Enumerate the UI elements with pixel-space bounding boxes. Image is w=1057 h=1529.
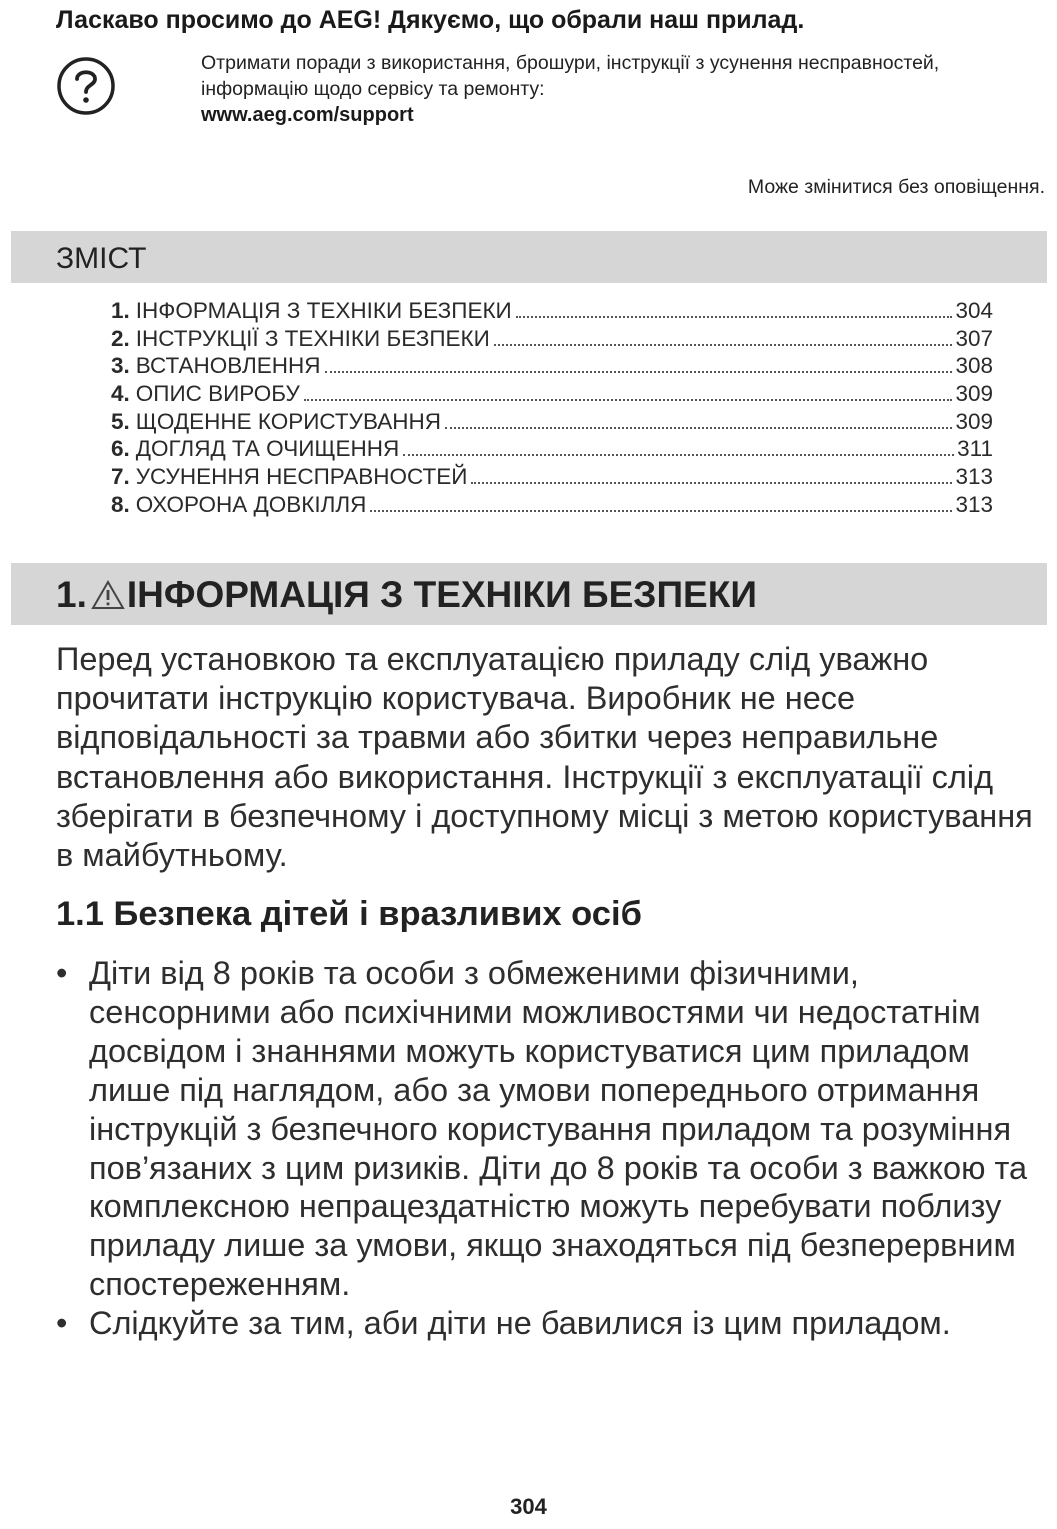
safety-bullet-list bbox=[56, 954, 1046, 1343]
toc-item-label: ДОГЛЯД ТА ОЧИЩЕННЯ bbox=[135, 436, 400, 462]
subsection-title: 1.1 Безпека дітей і вразливих осіб bbox=[56, 895, 642, 933]
welcome-heading: Ласкаво просимо до AEG! Дякуємо, що обрали наш прилад. bbox=[56, 6, 805, 34]
toc-leader-dots bbox=[471, 482, 952, 484]
toc-leader-dots bbox=[494, 344, 953, 346]
toc-item-page: 304 bbox=[955, 298, 993, 323]
toc-item[interactable] bbox=[111, 326, 993, 354]
toc-item[interactable] bbox=[111, 298, 993, 326]
toc-item-number: 8. bbox=[111, 491, 130, 517]
toc-leader-dots bbox=[325, 371, 953, 373]
toc-leader-dots bbox=[516, 316, 953, 318]
support-url-link[interactable]: www.aeg.com/support bbox=[201, 104, 414, 126]
toc-item-page: 309 bbox=[955, 381, 993, 407]
section-title bbox=[56, 574, 757, 616]
intro-paragraph: Перед установкою та експлуатацією приладу слід уважно прочитати інструкцію користувача. Виробник не несе відповідальності за травми або збитки через неправильне встановлення або використання. Інструкції з експлуатації слід зберігати в безпечному і доступному місці з метою користування в майбутньому. bbox=[56, 641, 1033, 874]
toc-item-page: 313 bbox=[955, 491, 993, 517]
warning-triangle-icon bbox=[91, 580, 125, 610]
list-item bbox=[56, 1304, 1046, 1343]
toc-item-page: 307 bbox=[955, 325, 993, 351]
toc-item[interactable] bbox=[111, 353, 993, 381]
toc-item[interactable] bbox=[111, 381, 993, 409]
bullet-marker: • bbox=[56, 1305, 68, 1342]
toc-leader-dots bbox=[370, 510, 952, 512]
toc-header-bar bbox=[11, 231, 1047, 283]
list-item-text: Діти від 8 років та особи з обмеженими фізичними, сенсорними або психічними можливостями чи недостатнім досвідом і знаннями можуть користуватися цим приладом лише під наглядом, або за умови попереднього отримання інструкцій з безпечного користування приладом та розуміння пов’язаних з цим ризиків. Діти до 8 років та особи з важкою та комплексною непрацездатністю можуть перебувати поблизу приладу лише за умови, якщо знаходяться під безперервним спостереженням. bbox=[89, 955, 1028, 1303]
toc-item-page: 309 bbox=[955, 408, 993, 434]
toc-item[interactable] bbox=[111, 464, 993, 492]
section-number: 1. bbox=[56, 574, 87, 615]
support-info-text: Отримати поради з використання, брошури, інструкції з усунення несправностей, інформацію щодо сервісу та ремонту: bbox=[201, 52, 940, 100]
toc-item[interactable] bbox=[111, 409, 993, 437]
toc-leader-dots bbox=[304, 399, 953, 401]
question-circle-icon bbox=[56, 56, 116, 116]
toc-item-label: ІНФОРМАЦІЯ З ТЕХНІКИ БЕЗПЕКИ bbox=[135, 298, 512, 323]
toc-item-label: ІНСТРУКЦІЇ З ТЕХНІКИ БЕЗПЕКИ bbox=[135, 325, 490, 351]
toc-item-label: ЩОДЕННЕ КОРИСТУВАННЯ bbox=[135, 408, 441, 434]
toc-item-number: 7. bbox=[111, 464, 130, 490]
toc-item-label: ВСТАНОВЛЕННЯ bbox=[135, 353, 321, 379]
toc-item-label: ОХОРОНА ДОВКІЛЛЯ bbox=[135, 491, 367, 517]
toc-item-number: 6. bbox=[111, 436, 130, 462]
toc-item[interactable] bbox=[111, 492, 993, 520]
toc-leader-dots bbox=[403, 454, 954, 456]
toc-item-number: 4. bbox=[111, 381, 130, 407]
toc-item-number: 5. bbox=[111, 408, 130, 434]
toc-item-number: 3. bbox=[111, 353, 130, 379]
list-item bbox=[56, 954, 1046, 1304]
page-number: 304 bbox=[510, 1494, 547, 1519]
toc-title: ЗМІСТ bbox=[56, 242, 147, 275]
toc-item-label: УСУНЕННЯ НЕСПРАВНОСТЕЙ bbox=[135, 464, 468, 490]
toc-item-page: 313 bbox=[955, 464, 993, 490]
toc-item-number: 1. bbox=[111, 298, 130, 323]
list-item-text: Слідкуйте за тим, аби діти не бавилися із цим приладом. bbox=[89, 1305, 951, 1342]
toc-leader-dots bbox=[445, 427, 952, 429]
bullet-marker: • bbox=[56, 955, 68, 991]
toc-item-page: 311 bbox=[957, 436, 993, 462]
change-notice: Може змінитися без оповіщення. bbox=[747, 176, 1045, 198]
section-title-text: ІНФОРМАЦІЯ З ТЕХНІКИ БЕЗПЕКИ bbox=[126, 574, 757, 615]
toc-item-label: ОПИС ВИРОБУ bbox=[135, 381, 300, 407]
toc-item-page: 308 bbox=[955, 353, 993, 379]
toc-item-number: 2. bbox=[111, 325, 130, 351]
toc-item[interactable] bbox=[111, 436, 993, 464]
table-of-contents bbox=[111, 298, 993, 520]
